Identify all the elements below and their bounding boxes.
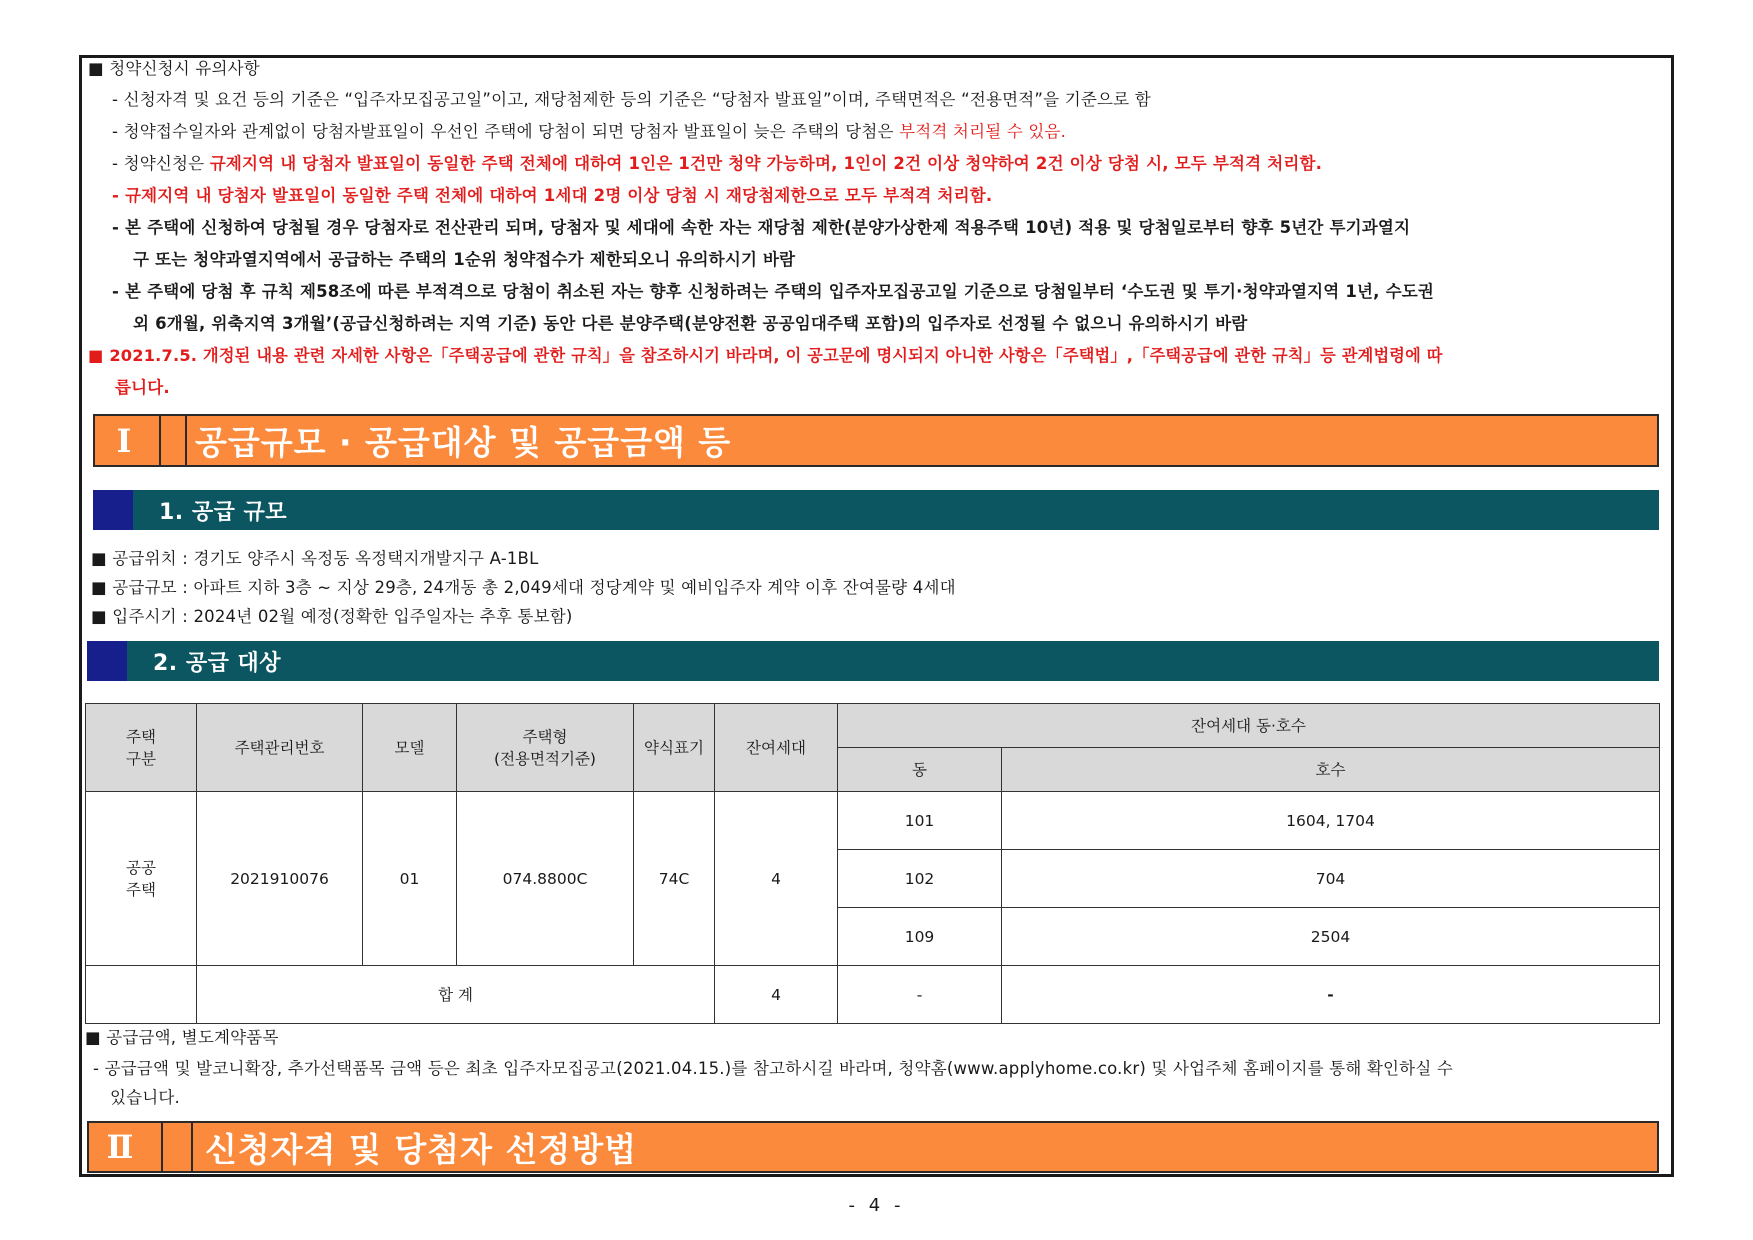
cell-management-number: 2021910076 <box>197 792 363 966</box>
table-row <box>86 792 1660 850</box>
notice-line-6b: 외 6개월, 위축지역 3개월’(공급신청하려는 지역 기준) 동안 다른 분양주택(분양전환 공공임대주택 포함)의 입주자로 선정될 수 없으니 유의하시기 바람 <box>133 314 1248 333</box>
cell-total-dong: - <box>838 966 1002 1024</box>
section-1-number: Ⅰ <box>116 421 132 460</box>
section-1-title: 공급규모 · 공급대상 및 공급금액 등 <box>195 423 732 462</box>
notice-line-5b: 구 또는 청약과열지역에서 공급하는 주택의 1순위 청약접수가 제한되오니 유의하시기 바람 <box>133 250 796 269</box>
header-housing-type-line-2: 구분 <box>126 749 156 768</box>
cell-dong: 109 <box>838 908 1002 966</box>
supply-table <box>85 703 1660 1024</box>
notice-heading: ■ 청약신청시 유의사항 <box>88 59 260 78</box>
notice-line-6a: - 본 주택에 당첨 후 규칙 제58조에 따른 부적격으로 당첨이 취소된 자는 향후 신청하려는 주택의 입주자모집공고일 기준으로 당첨일부터 ‘수도권 및 투기·청약과열지역 1년, 수도권 <box>112 282 1435 301</box>
header-housing-type-line-1: 주택 <box>126 727 156 746</box>
header-model: 모델 <box>363 704 457 792</box>
notice-line-2-text: - 청약접수일자와 관계없이 당첨자발표일이 우선인 주택에 당첨이 되면 당첨자 발표일이 늦은 주택의 당첨은 <box>112 122 900 141</box>
section-1-divider-a <box>159 416 161 465</box>
cell-total-remaining: 4 <box>715 966 838 1024</box>
section-2-title: 신청자격 및 당첨자 선정방법 <box>205 1129 638 1169</box>
notice-line-5a: - 본 주택에 신청하여 당첨될 경우 당첨자로 전산관리 되며, 당첨자 및 세대에 속한 자는 재당첨 제한(분양가상한제 적용주택 10년) 적용 및 당첨일로부터 향후 5년간 투기과열지 <box>112 218 1411 237</box>
supply-location: ■ 공급위치 : 경기도 양주시 옥정동 옥정택지개발지구 A-1BL <box>91 549 539 568</box>
cell-abbreviation: 74C <box>634 792 715 966</box>
cell-model: 01 <box>363 792 457 966</box>
header-remaining-units: 잔여세대 <box>715 704 838 792</box>
cell-total-ho: - <box>1002 966 1660 1024</box>
header-housing-size <box>457 704 634 792</box>
table-total-row <box>86 966 1660 1024</box>
notice-line-3-warning: 규제지역 내 당첨자 발표일이 동일한 주택 전체에 대하여 1인은 1건만 청약 가능하며, 1인이 2건 이상 청약하여 2건 이상 당첨 시, 모두 부적격 처리함. <box>209 154 1323 173</box>
header-housing-size-line-1: 주택형 <box>522 727 568 746</box>
section-2-divider-b <box>191 1123 193 1171</box>
header-management-number: 주택관리번호 <box>197 704 363 792</box>
cell-housing-size: 074.8800C <box>457 792 634 966</box>
section-1-banner <box>93 414 1659 467</box>
header-housing-type <box>86 704 197 792</box>
cell-housing-type-line-1: 공공 <box>126 858 156 877</box>
supply-scale: ■ 공급규모 : 아파트 지하 3층 ~ 지상 29층, 24개동 총 2,049세대 정당계약 및 예비입주자 계약 이후 잔여물량 4세대 <box>91 578 956 597</box>
page-number: - 4 - <box>848 1195 905 1216</box>
notice-line-2-warning: 부적격 처리될 수 있음. <box>899 122 1067 141</box>
subsection-1-header <box>93 490 1659 530</box>
section-2-divider-a <box>161 1123 163 1171</box>
price-line-2: 있습니다. <box>110 1088 181 1107</box>
section-2-banner <box>87 1121 1659 1173</box>
header-unit-locations: 잔여세대 동·호수 <box>838 704 1660 748</box>
rule-notice-b: 릅니다. <box>115 378 170 397</box>
subsection-2-title: 2. 공급 대상 <box>153 650 281 676</box>
subsection-2-marker <box>87 641 127 681</box>
notice-line-3-text: - 청약신청은 <box>112 154 210 173</box>
supply-movein: ■ 입주시기 : 2024년 02월 예정(정확한 입주일자는 추후 통보함) <box>91 607 573 626</box>
subsection-1-title: 1. 공급 규모 <box>159 499 287 525</box>
cell-dong: 101 <box>838 792 1002 850</box>
notice-line-4: - 규제지역 내 당첨자 발표일이 동일한 주택 전체에 대하여 1세대 2명 이상 당첨 시 재당첨제한으로 모두 부적격 처리함. <box>112 186 993 205</box>
rule-notice-a: ■ 2021.7.5. 개정된 내용 관련 자세한 사항은「주택공급에 관한 규칙」을 참조하시기 바라며, 이 공고문에 명시되지 아니한 사항은「주택법」,「주택공급에 관한 규칙」등 관계법령에 따 <box>88 346 1443 365</box>
header-ho: 호수 <box>1002 748 1660 792</box>
price-heading: ■ 공급금액, 별도계약품목 <box>85 1028 279 1047</box>
header-abbreviation: 약식표기 <box>634 704 715 792</box>
section-1-divider-b <box>185 416 187 465</box>
cell-dong: 102 <box>838 850 1002 908</box>
cell-remaining-units: 4 <box>715 792 838 966</box>
notice-line-3 <box>112 153 1322 175</box>
cell-housing-type <box>86 792 197 966</box>
section-2-number: Ⅱ <box>106 1128 134 1166</box>
cell-ho: 704 <box>1002 850 1660 908</box>
subsection-2-header <box>87 641 1659 681</box>
cell-total-empty <box>86 966 197 1024</box>
notice-line-2 <box>112 121 1066 143</box>
header-dong: 동 <box>838 748 1002 792</box>
cell-housing-type-line-2: 주택 <box>126 880 156 899</box>
subsection-1-marker <box>93 490 133 530</box>
cell-ho: 1604, 1704 <box>1002 792 1660 850</box>
header-housing-size-line-2: (전용면적기준) <box>494 749 596 768</box>
cell-ho: 2504 <box>1002 908 1660 966</box>
cell-total-label: 합 계 <box>197 966 715 1024</box>
price-line-1: - 공급금액 및 발코니확장, 추가선택품목 금액 등은 최초 입주자모집공고(2021.04.15.)를 참고하시길 바라며, 청약홈(www.applyhome.co.kr) 및 사업주체 홈페이지를 통해 확인하실 수 <box>93 1059 1454 1078</box>
notice-line-1: - 신청자격 및 요건 등의 기준은 “입주자모집공고일”이고, 재당첨제한 등의 기준은 “당첨자 발표일”이며, 주택면적은 “전용면적”을 기준으로 함 <box>112 90 1151 109</box>
